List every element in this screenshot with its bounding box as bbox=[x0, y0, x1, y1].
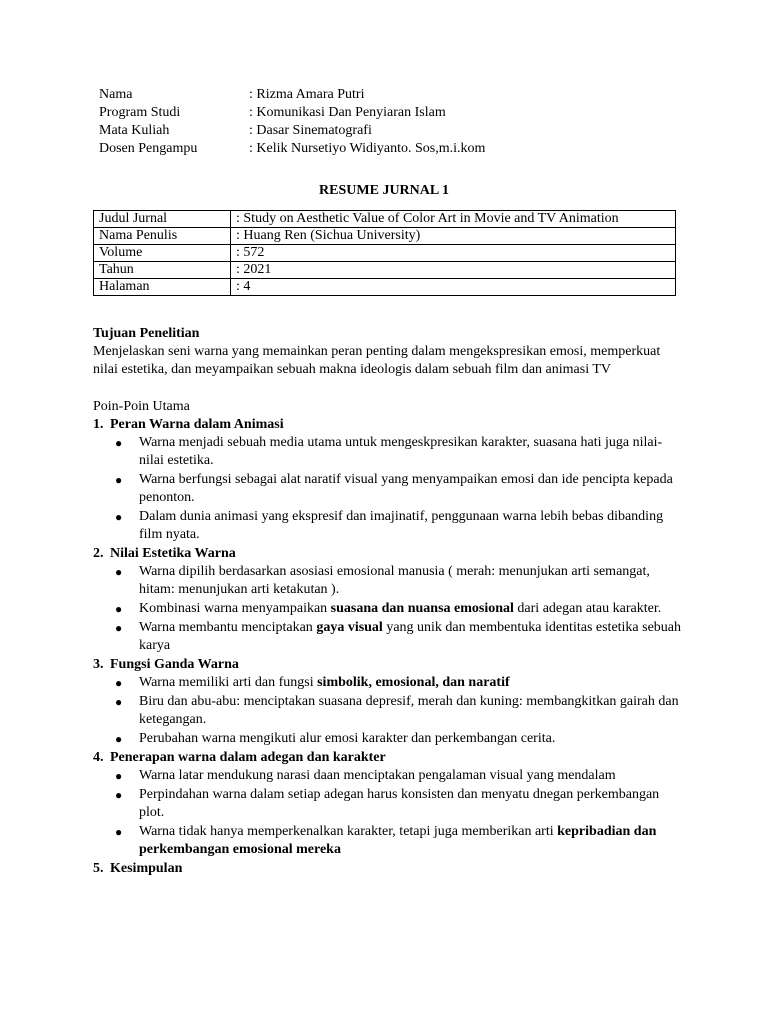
item-text: dari adegan atau karakter. bbox=[513, 601, 662, 616]
bullet-icon: ● bbox=[115, 825, 123, 839]
bullet-icon: ● bbox=[115, 436, 123, 450]
item-text: Perubahan warna mengikuti alur emosi karakter dan perkembangan cerita. bbox=[139, 731, 556, 746]
main-content bbox=[93, 325, 683, 878]
info-row-program-studi bbox=[99, 104, 485, 122]
section-title-text: Peran Warna dalam Animasi bbox=[110, 417, 284, 432]
section-title bbox=[93, 545, 683, 563]
journal-info-table bbox=[93, 210, 676, 296]
document-title: RESUME JURNAL 1 bbox=[319, 183, 449, 198]
student-info bbox=[99, 86, 485, 158]
info-row-nama bbox=[99, 86, 485, 104]
table-value: : 4 bbox=[231, 279, 676, 296]
info-label: Program Studi bbox=[99, 105, 181, 120]
bullet-list bbox=[93, 563, 683, 656]
list-item bbox=[115, 786, 683, 823]
info-label: Nama bbox=[99, 87, 133, 102]
section-title-text: Kesimpulan bbox=[110, 861, 183, 876]
table-key: Judul Jurnal bbox=[94, 211, 231, 228]
item-text: Warna latar mendukung narasi daan menciptakan pengalaman visual yang mendalam bbox=[139, 768, 616, 783]
tujuan-heading: Tujuan Penelitian bbox=[93, 326, 200, 341]
item-text: Perpindahan warna dalam setiap adegan harus konsisten dan menyatu dnegan perkembangan plot. bbox=[139, 787, 660, 820]
item-text: Warna tidak hanya memperkenalkan karakter, tetapi juga memberikan arti bbox=[139, 824, 558, 839]
table-row bbox=[94, 262, 676, 279]
bullet-icon: ● bbox=[115, 732, 123, 746]
sections-list bbox=[93, 416, 683, 878]
item-text: Biru dan abu-abu: menciptakan suasana depresif, merah dan kuning: membangkitkan gairah dan ketegangan. bbox=[139, 694, 679, 727]
spacer bbox=[93, 379, 683, 398]
list-item bbox=[115, 471, 683, 508]
bullet-icon: ● bbox=[115, 565, 123, 579]
list-item bbox=[115, 767, 683, 786]
list-item bbox=[115, 600, 683, 619]
section-title-text: Fungsi Ganda Warna bbox=[110, 657, 239, 672]
item-text: Warna membantu menciptakan bbox=[139, 620, 317, 635]
item-text: Dalam dunia animasi yang ekspresif dan imajinatif, penggunaan warna lebih bebas dibanding film nyata. bbox=[139, 509, 664, 542]
section-title bbox=[93, 656, 683, 674]
section-number: 2. bbox=[93, 546, 104, 561]
info-row-mata-kuliah bbox=[99, 122, 485, 140]
table-key: Halaman bbox=[94, 279, 231, 296]
table-value: : 2021 bbox=[231, 262, 676, 279]
tujuan-text: Menjelaskan seni warna yang memainkan peran penting dalam mengekspresikan emosi, memperkuat nilai estetika, dan meyampaikan sebuah makna ideologis dalam sebuah film dan animasi TV bbox=[93, 344, 661, 377]
list-item bbox=[115, 619, 683, 656]
section-number: 1. bbox=[93, 417, 104, 432]
section-title bbox=[93, 749, 683, 767]
item-text: Warna dipilih berdasarkan asosiasi emosional manusia ( merah: menunjukan arti semangat, hitam: menunjukan arti ketakutan ). bbox=[139, 564, 650, 597]
bullet-icon: ● bbox=[115, 695, 123, 709]
table-row bbox=[94, 228, 676, 245]
item-text: yang unik dan membentuka identitas estetika sebuah karya bbox=[139, 620, 682, 653]
info-value: : Komunikasi Dan Penyiaran Islam bbox=[249, 105, 446, 120]
table-row bbox=[94, 245, 676, 262]
item-text: Kombinasi warna menyampaikan bbox=[139, 601, 331, 616]
table-key: Volume bbox=[94, 245, 231, 262]
item-text: Warna menjadi sebuah media utama untuk mengeskpresikan karakter, suasana hati juga nilai-nilai estetika. bbox=[139, 435, 663, 468]
info-row-dosen bbox=[99, 140, 485, 158]
item-text: Warna memiliki arti dan fungsi bbox=[139, 675, 318, 690]
list-item bbox=[115, 693, 683, 730]
bullet-icon: ● bbox=[115, 621, 123, 635]
table-value: : Study on Aesthetic Value of Color Art in Movie and TV Animation bbox=[231, 211, 676, 228]
info-label: Dosen Pengampu bbox=[99, 141, 198, 156]
table-value: : 572 bbox=[231, 245, 676, 262]
section-number: 4. bbox=[93, 750, 104, 765]
bullet-icon: ● bbox=[115, 769, 123, 783]
list-item bbox=[115, 730, 683, 749]
bullet-icon: ● bbox=[115, 473, 123, 487]
bullet-icon: ● bbox=[115, 510, 123, 524]
bullet-icon: ● bbox=[115, 788, 123, 802]
bold-text: suasana dan nuansa emosional bbox=[330, 601, 514, 616]
poin-heading: Poin-Poin Utama bbox=[93, 399, 190, 414]
section-title bbox=[93, 860, 683, 878]
table-row bbox=[94, 211, 676, 228]
list-item bbox=[115, 434, 683, 471]
bullet-list bbox=[93, 767, 683, 860]
list-item bbox=[115, 563, 683, 600]
info-value: : Dasar Sinematografi bbox=[249, 123, 372, 138]
table-row bbox=[94, 279, 676, 296]
section-number: 5. bbox=[93, 861, 104, 876]
bullet-list bbox=[93, 674, 683, 749]
table-key: Nama Penulis bbox=[94, 228, 231, 245]
info-label: Mata Kuliah bbox=[99, 123, 170, 138]
section-title-text: Nilai Estetika Warna bbox=[110, 546, 236, 561]
item-text: Warna berfungsi sebagai alat naratif visual yang menyampaikan emosi dan ide pencipta kepada penonton. bbox=[139, 472, 673, 505]
bullet-list bbox=[93, 434, 683, 545]
table-key: Tahun bbox=[94, 262, 231, 279]
info-value: : Kelik Nursetiyo Widiyanto. Sos,m.i.kom bbox=[249, 141, 486, 156]
bold-text: gaya visual bbox=[316, 620, 383, 635]
info-value: : Rizma Amara Putri bbox=[249, 87, 365, 102]
list-item bbox=[115, 508, 683, 545]
bullet-icon: ● bbox=[115, 602, 123, 616]
bold-text: kepribadian dan perkembangan emosional mereka bbox=[139, 824, 657, 857]
bold-text: simbolik, emosional, dan naratif bbox=[317, 675, 510, 690]
section-title-text: Penerapan warna dalam adegan dan karakter bbox=[110, 750, 386, 765]
table-value: : Huang Ren (Sichua University) bbox=[231, 228, 676, 245]
list-item bbox=[115, 823, 683, 860]
list-item bbox=[115, 674, 683, 693]
bullet-icon: ● bbox=[115, 676, 123, 690]
section-title bbox=[93, 416, 683, 434]
section-number: 3. bbox=[93, 657, 104, 672]
